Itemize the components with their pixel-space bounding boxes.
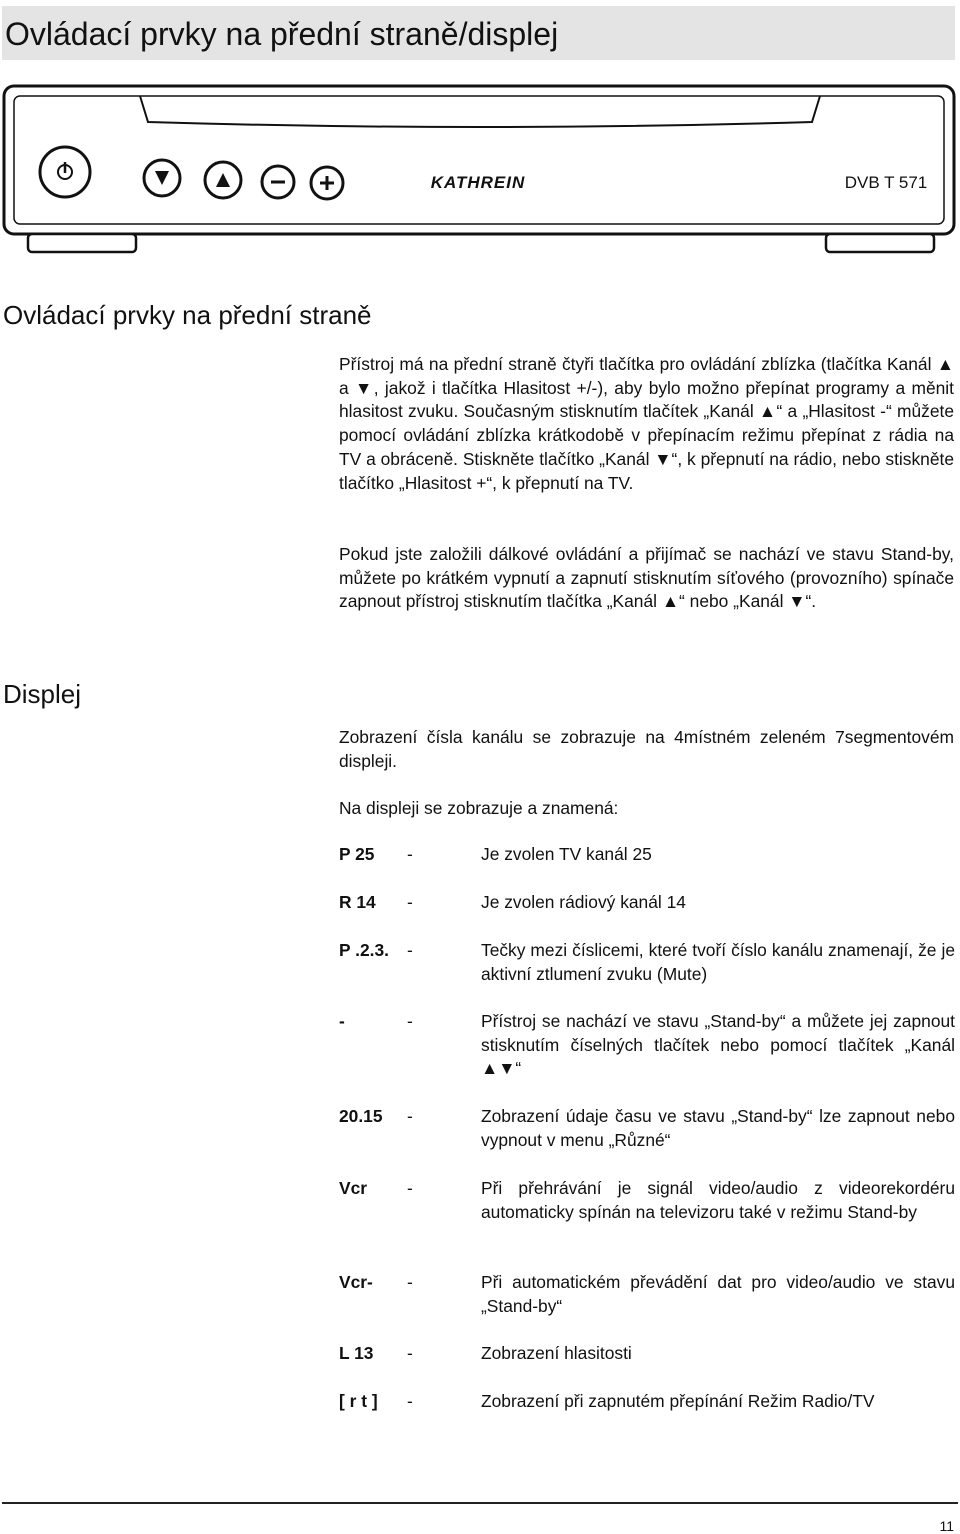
volume-plus-icon	[311, 167, 343, 199]
separator-dash: -	[407, 1106, 413, 1126]
display-code: Vcr	[339, 1178, 368, 1198]
display-code: L 13	[339, 1343, 374, 1363]
model-label: DVB T 571	[844, 173, 928, 192]
footer-divider	[2, 1502, 958, 1504]
display-code: 20.15	[339, 1106, 383, 1126]
display-code: -	[339, 1011, 345, 1031]
code-description: Přístroj se nachází ve stavu „Stand-by“ a můžete jej zapnout stisknutím číselných tlačítek nebo pomocí tlačítek „Kanál ▲▼“	[481, 1011, 955, 1079]
separator-dash: -	[407, 1272, 413, 1292]
kathrein-logo: KATHREIN	[430, 173, 526, 192]
code-description: Je zvolen TV kanál 25	[481, 844, 652, 864]
code-description: Tečky mezi číslicemi, které tvoří číslo kanálu znamenají, že je aktivní ztlumení zvuku (Mute)	[481, 940, 955, 984]
front-controls-paragraph-2: Pokud jste založili dálkové ovládání a přijímač se nachází ve stavu Stand-by, můžete po krátkém vypnutí a zapnutí stisknutím síťového (provozního) spínače zapnout přístroj stisknutím tlačítka „Kanál ▲“ nebo „Kanál ▼“.	[339, 544, 954, 612]
code-description: Zobrazení údaje času ve stavu „Stand-by“ lze zapnout nebo vypnout v menu „Různé“	[481, 1106, 955, 1150]
display-code: R 14	[339, 892, 376, 912]
front-controls-paragraph-1: Přístroj má na přední straně čtyři tlačítka pro ovládání zblízka (tlačítka Kanál ▲ a ▼, jakož i tlačítka Hlasitost +/-), aby bylo možno přepínat programy a měnit hlasitost zvuku. Současným stisknutím tlačítek „Kanál ▲“ a „Hlasitost -“ můžete pomocí ovládání zblízka krátkodobě v přepínacím režimu přepínat z rádia na TV a obráceně. Stiskněte tlačítko „Kanál ▼“, k přepnutí na rádio, nebo stiskněte tlačítko „Hlasitost +“, k přepnutí na TV.	[339, 354, 954, 493]
code-description: Zobrazení při zapnutém přepínání Režim Radio/TV	[481, 1391, 875, 1411]
receiver-front-panel	[0, 82, 960, 262]
separator-dash: -	[407, 1343, 413, 1363]
code-description: Při přehrávání je signál video/audio z videorekordéru automaticky spínán na televizoru také v režimu Stand-by	[481, 1178, 955, 1222]
display-code: [ r t ]	[339, 1391, 378, 1411]
power-icon	[40, 147, 90, 197]
code-description: Je zvolen rádiový kanál 14	[481, 892, 686, 912]
volume-minus-icon	[262, 166, 294, 198]
display-paragraph-1: Zobrazení čísla kanálu se zobrazuje na 4místném zeleném 7segmentovém displeji.	[339, 727, 954, 771]
display-code: P .2.3.	[339, 940, 389, 960]
display-heading: Displej	[3, 679, 82, 709]
separator-dash: -	[407, 844, 413, 864]
display-code: Vcr-	[339, 1272, 373, 1292]
separator-dash: -	[407, 1178, 413, 1198]
separator-dash: -	[407, 940, 413, 960]
page-number: 11	[939, 1518, 954, 1534]
code-description: Při automatickém převádění dat pro video/audio ve stavu „Stand-by“	[481, 1272, 955, 1316]
page-title: Ovládací prvky na přední straně/displej	[5, 16, 559, 52]
display-paragraph-2: Na displeji se zobrazuje a znamená:	[339, 798, 619, 818]
front-controls-heading: Ovládací prvky na přední straně	[3, 300, 372, 330]
channel-up-icon	[205, 162, 241, 198]
page-title-bar	[2, 6, 955, 60]
code-description: Zobrazení hlasitosti	[481, 1343, 632, 1363]
channel-down-icon	[144, 160, 180, 196]
separator-dash: -	[407, 1391, 413, 1411]
separator-dash: -	[407, 892, 413, 912]
display-code: P 25	[339, 844, 375, 864]
separator-dash: -	[407, 1011, 413, 1031]
